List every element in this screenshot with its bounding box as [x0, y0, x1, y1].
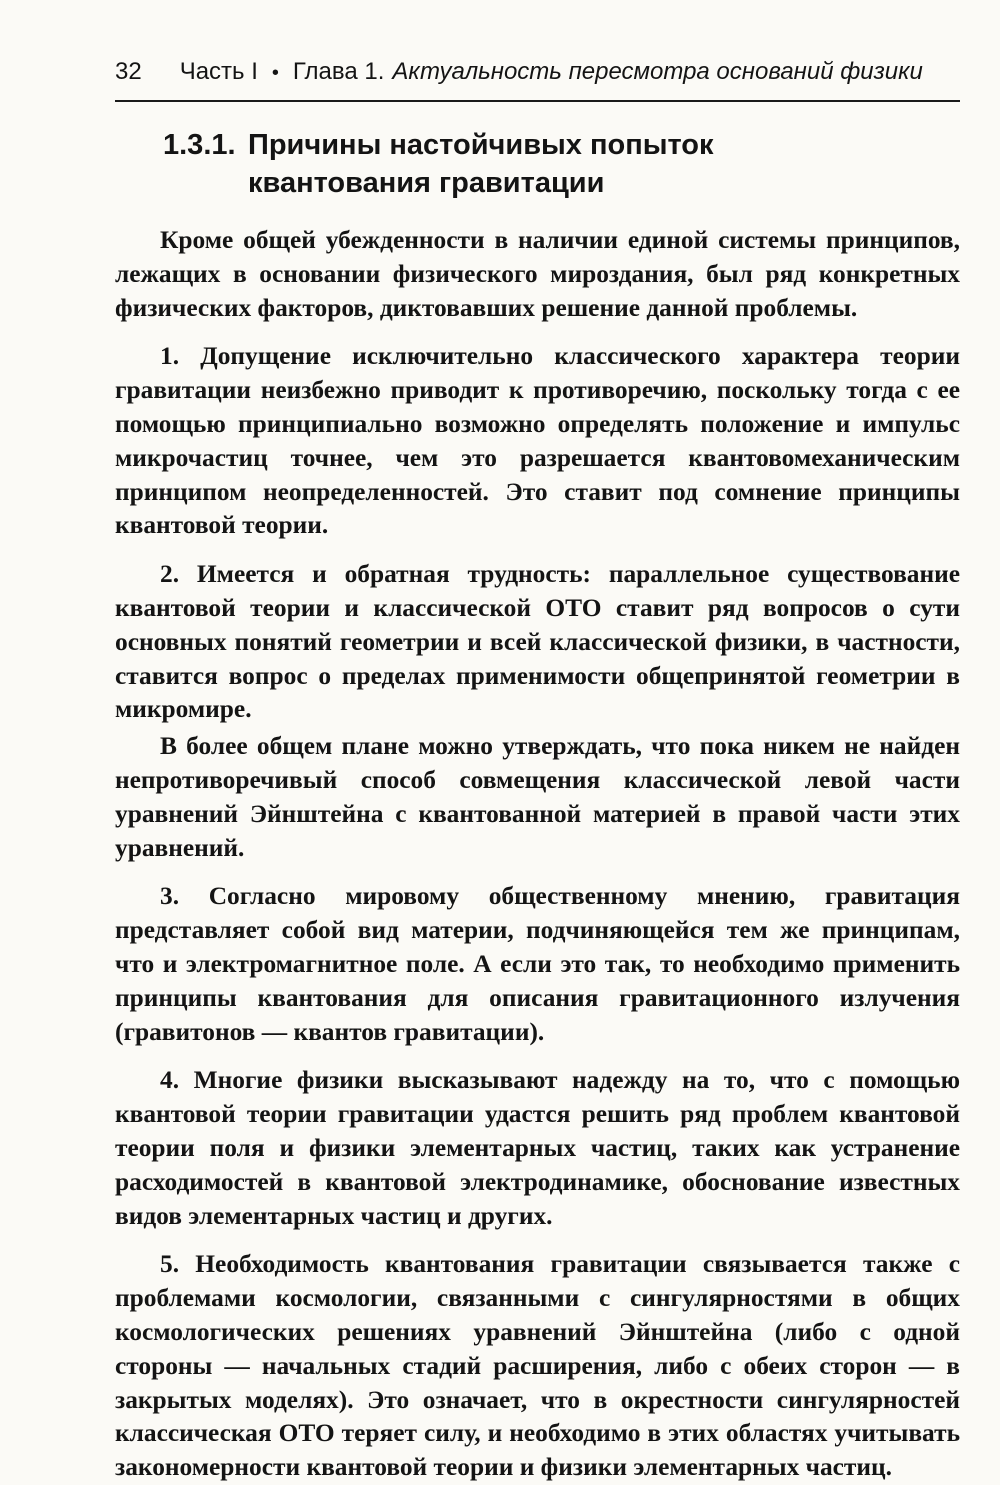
paragraph-item-5: 5. Необходимость квантования гравитации связывается также с проблемами космологии, связанными с сингулярностями в общих космологических решениях уравнений Эйнштейна (либо с одной стороны — начальных стадий расширения, либо с обеих сторон — в закрытых моделях). Это означает, что в окрестности сингулярностей классическая ОТО теряет силу, и необходимо в этих областях учитывать закономерности квантовой теории и физики элементарных частиц. [115, 1250, 960, 1482]
section-title-line-2: квантования гравитации [248, 167, 605, 199]
paragraph-intro: Кроме общей убежденности в наличии единой системы принципов, лежащих в основании физического мироздания, был ряд конкретных физических факторов, диктовавших решение данной проблемы. [115, 226, 960, 322]
bullet-separator: • [271, 62, 279, 84]
chapter-label: Глава 1. [292, 58, 385, 85]
paragraph-item-2: 2. Имеется и обратная трудность: параллельное существование квантовой теории и классической ОТО ставит ряд вопросов о сути основных понятий геометрии и всей классической физики, в частности, ставится вопрос о пределах применимости общепринятой геометрии в микромире. [115, 560, 960, 724]
page-number: 32 [115, 58, 142, 85]
part-label: Часть I [179, 58, 258, 85]
section-title-line-1: Причины настойчивых попыток [248, 129, 714, 161]
paragraph-item-3: 3. Согласно мировому общественному мнению, гравитация представляет собой вид материи, подчиняющейся тем же принципам, что и электромагнитное поле. А если это так, то необходимо применить принципы квантования для описания гравитационного излучения (гравитонов — квантов гравитации). [115, 882, 960, 1046]
section-title [248, 126, 714, 202]
chapter-title: Актуальность пересмотра оснований физики [392, 58, 923, 85]
running-header [115, 58, 960, 102]
section-number: 1.3.1. [163, 129, 236, 161]
paragraph-item-2-continued: В более общем плане можно утверждать, что пока никем не найден непротиворечивый способ совмещения классической левой части уравнений Эйнштейна с квантованной материей в правой части этих уравнений. [115, 732, 960, 862]
paragraph-item-1: 1. Допущение исключительно классического характера теории гравитации неизбежно приводит к противоречию, поскольку тогда с ее помощью принципиально возможно определять положение и импульс микрочастиц точнее, чем это разрешается квантовомеханическим принципом неопределенностей. Это ставит под сомнение принципы квантовой теории. [115, 342, 960, 540]
section-heading [163, 126, 960, 202]
paragraph-item-4: 4. Многие физики высказывают надежду на то, что с помощью квантовой теории гравитации удастся решить ряд проблем квантовой теории поля и физики элементарных частиц, таких как устранение расходимостей в квантовой электродинамике, обоснование известных видов элементарных частиц и других. [115, 1066, 960, 1230]
body-text [115, 224, 960, 1485]
